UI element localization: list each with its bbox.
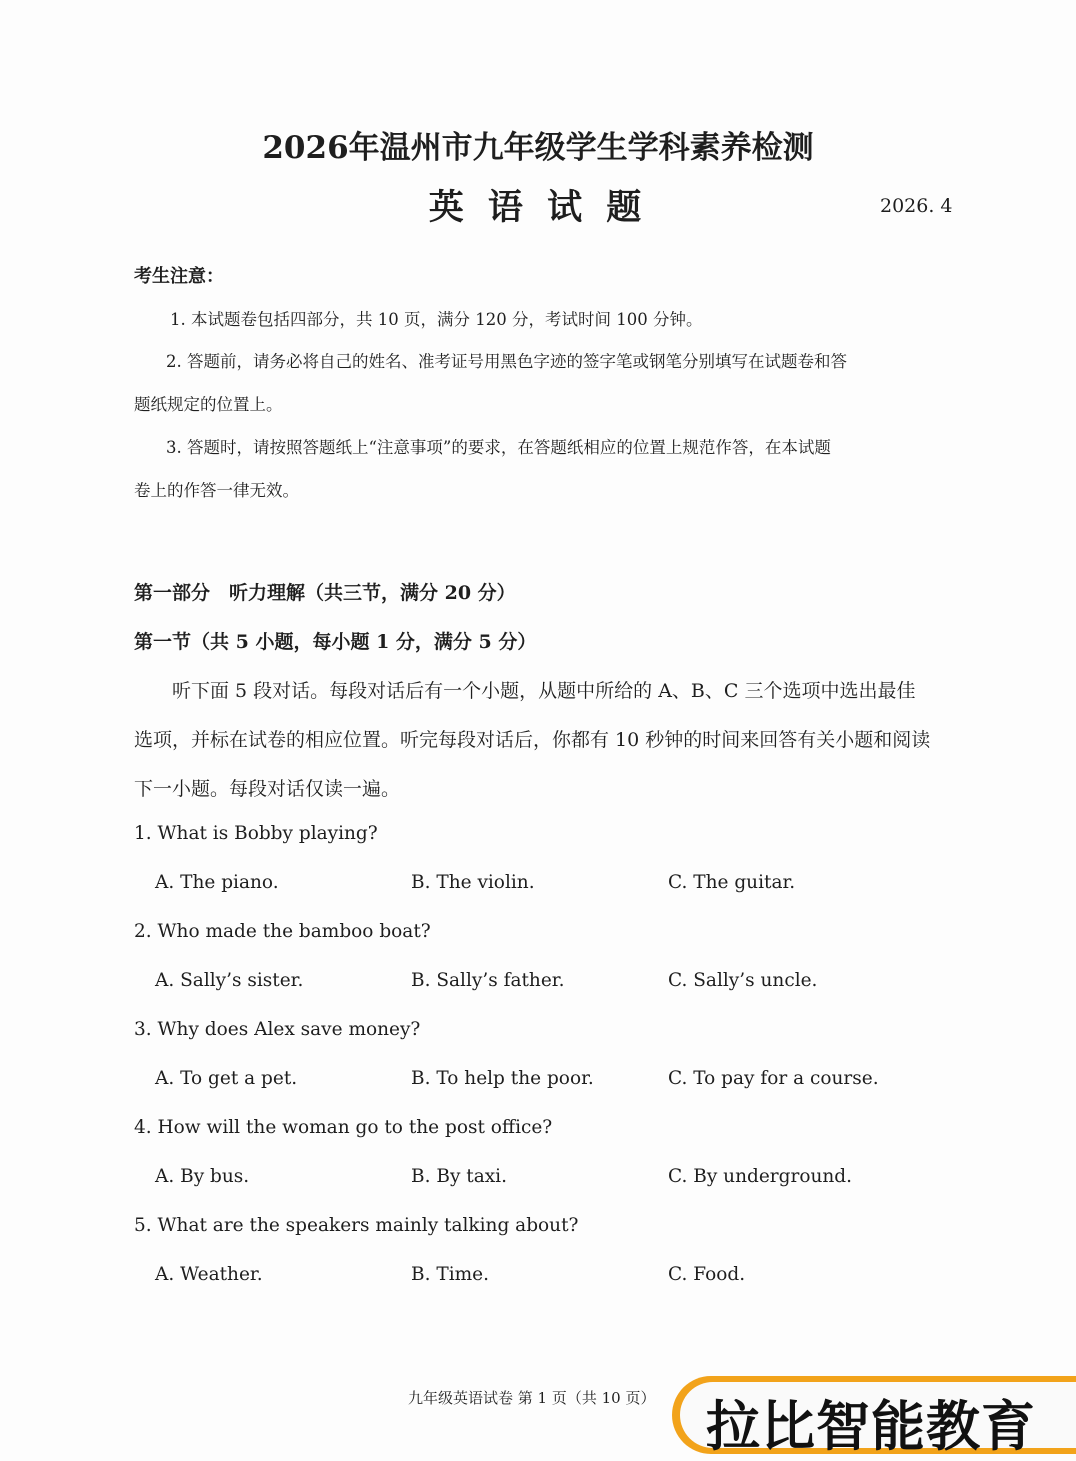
option-a: A. By bus. xyxy=(155,1166,250,1187)
part-1-heading: 第一部分 听力理解（共三节，满分 20 分） xyxy=(134,582,516,604)
instructions-line-3: 下一小题。每段对话仅读一遍。 xyxy=(134,778,401,800)
option-a: A. The piano. xyxy=(155,872,279,893)
option-a: A. Weather. xyxy=(155,1264,263,1285)
option-c: C. By underground. xyxy=(668,1166,853,1187)
watermark-badge xyxy=(672,1376,1076,1458)
instructions-line-2: 选项，并标在试卷的相应位置。听完每段对话后，你都有 10 秒钟的时间来回答有关小题和阅读 xyxy=(134,729,931,751)
option-a: A. Sally’s sister. xyxy=(155,970,304,991)
subject-title: 英 语 试 题 xyxy=(428,187,648,228)
option-c: C. The guitar. xyxy=(668,872,796,893)
notice-item-3-line-2: 卷上的作答一律无效。 xyxy=(134,481,299,500)
option-b: B. To help the poor. xyxy=(411,1068,594,1089)
watermark-logo-text: 拉比智能教育 xyxy=(706,1395,1036,1458)
option-c: C. Sally’s uncle. xyxy=(668,970,818,991)
notice-item-2-line-1: 2. 答题前，请务必将自己的姓名、准考证号用黑色字迹的签字笔或钢笔分别填写在试题卷和答 xyxy=(166,352,847,371)
page-footer: 九年级英语试卷 第 1 页（共 10 页） xyxy=(408,1389,656,1407)
exam-date: 2026. 4 xyxy=(880,195,953,217)
notice-item-3-line-1: 3. 答题时，请按照答题纸上“注意事项”的要求，在答题纸相应的位置上规范作答，在本试题 xyxy=(166,438,831,457)
question-text: 3. Why does Alex save money? xyxy=(134,1019,421,1040)
section-1-heading: 第一节（共 5 小题，每小题 1 分，满分 5 分） xyxy=(134,631,537,653)
question-text: 2. Who made the bamboo boat? xyxy=(134,921,431,942)
option-c: C. To pay for a course. xyxy=(668,1068,879,1089)
option-b: B. Time. xyxy=(411,1264,489,1285)
question-text: 5. What are the speakers mainly talking about? xyxy=(134,1215,579,1236)
instructions-line-1: 听下面 5 段对话。每段对话后有一个小题，从题中所给的 A、B、C 三个选项中选出最佳 xyxy=(172,680,916,702)
question-text: 1. What is Bobby playing? xyxy=(134,823,378,844)
notice-item-1: 1. 本试题卷包括四部分，共 10 页，满分 120 分，考试时间 100 分钟。 xyxy=(170,310,703,329)
option-b: B. Sally’s father. xyxy=(411,970,565,991)
notice-item-2-line-2: 题纸规定的位置上。 xyxy=(134,395,283,414)
option-c: C. Food. xyxy=(668,1264,746,1285)
watermark-inner xyxy=(680,1382,1076,1458)
question-text: 4. How will the woman go to the post office? xyxy=(134,1117,553,1138)
option-b: B. By taxi. xyxy=(411,1166,507,1187)
option-a: A. To get a pet. xyxy=(155,1068,298,1089)
notice-heading: 考生注意： xyxy=(134,266,224,287)
exam-title: 2026年温州市九年级学生学科素养检测 xyxy=(262,130,814,166)
option-b: B. The violin. xyxy=(411,872,535,893)
